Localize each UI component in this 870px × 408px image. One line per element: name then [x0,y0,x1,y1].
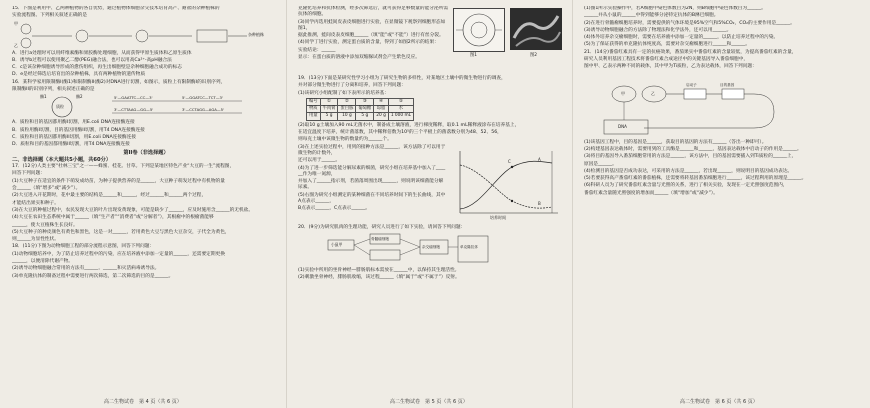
q19-medium-table [306,98,414,121]
q19-part-2-cont: 在适宜温度下培养，统计菌落数，其中稀释倍数为10⁵的三个平板上的菌落数分别为48、52、56， [298,130,502,136]
plasmid-label: 质粒 [56,104,64,110]
q17-part-5-cont: 则______为显性性状。 [12,237,59,243]
q19-part-3: (3)在上述实验过程中，用到的接种方法是______，该方法除了可以用于微生物的计数外， [298,144,446,156]
q17-part-5: (5)大豆种子的种皮颜色有黄色和黑色，这是一对______，若用黄色大豆与黑色大豆杂交，子代全为黄色， [12,229,230,235]
growth-curve-chart [450,147,562,223]
q19-part-5-cont: B点表示______，C点表示______。 [298,206,371,212]
table-cell: 20 g [374,113,389,120]
q21-part-6: (6)科研人员为了研究番茄红素含量与光照的关系，进行了相关实验，发现在一定光照强度范围内， [584,183,788,189]
q19-part-4-cont: 并加入了______指示剂，若菌落周围出现______，则说明该细菌能分解尿素。 [298,179,444,191]
table-header: ④ [374,98,389,105]
q20-part-6: (4)体外培养杂交瘤细胞时，需要在培养液中添加一定量的______，以防止培养过程中的污染。 [584,35,779,41]
table-cell: 5 g [320,113,338,120]
q19-stem-cont: 并对部分微生物进行了分离和培养，回答下列问题： [298,83,406,89]
q20-part-5: (3)诱导动物细胞融合的方法除了物理法和化学法外，还可以用______。 [584,27,732,33]
dna-label: DNA [618,123,627,129]
table-cell: 用量 [307,113,321,120]
q16-plasmid-diagram [12,94,280,120]
q18-part-3: (3)单克隆抗体的制备过程中需要进行两次筛选，第二次筛选的目的是______。 [12,273,174,279]
q17-part-4-cont: ______，使大豆植株生长良好。 [12,222,78,228]
table-header: ⑤ [388,98,413,105]
q19-part-5: (5)右图为研究小组测定的某种细菌在不同培养时间下的生长曲线，其中A点表示______， [298,192,446,205]
q19-part-2: (2)取10 g土壤加入90 mL无菌水中，制备成土壤溶液，进行梯度稀释，取0.1 mL稀释液涂布在培养基上， [298,122,520,128]
q16-option-d: D．质粒和目的基因都用酶II切割，用T4 DNA连接酶连接 [12,142,130,148]
q17-stem-cont: 回答下列问题： [12,171,45,177]
q21-part-4: (4)检测目的基因是否成功表达，可采用的方法是______，若出现______，则说明目的基因成功表达。 [584,168,793,174]
figure-2-caption: 图2 [530,53,538,58]
q16-option-b: B．质粒用酶I切割，目的基因用酶II切割，用T4 DNA连接酶连接 [12,127,145,133]
q18-part-1-cont: ______，以便清除代谢产物。 [12,259,73,265]
sequence-2-bottom: 3'—CCTAGG—AGA—5' [182,107,225,113]
box-hybridoma: 杂交瘤细胞 [422,244,440,249]
enzyme1-label: 酶1 [40,94,47,100]
q17-part-2-cont: 才能结出果实和种子。 [12,200,59,206]
box-myeloma: 骨髓瘤细胞 [371,236,389,241]
q15-stem: 15．下图是利用甲、乙两种植物的各自优势，通过植物体细胞杂交技术培育高产、耐盐的杂种植株的 [12,6,220,11]
page-5-text [298,6,566,394]
curve-b-label: B [538,200,541,206]
q17-part-1-cont: 会______（填“增多”或“减少”）。 [12,186,81,192]
q17-part-3: (3)在大豆的种植过程中，农民发现大豆的叶片出现发黄现象，可能是缺少了______，应及时施用含______的无机盐。 [12,207,254,213]
q18-part-4: (4)同学丁进行实验，测定蛋白质的含量，得到了如图2所示的结果： [298,40,439,46]
q19-part-1: (1)该研究小组配制了如下表所示的培养基： [298,90,390,96]
q17-stem: 17．(12分)人类主要“杜林三宝”之一——蜂蜜、桂花、甘草。下列是某地区特色产业“大豆的一生”流程图， [12,164,235,170]
q16-stem-cont: 限制酶II的识别序列，相关叙述正确的是 [12,87,95,93]
box-mouse: 小鼠甲 [331,241,343,247]
figure-2-micrograph [510,8,562,50]
point-d [511,199,513,201]
footer-page-5: 高二生物试卷 第 5 页（共 6 页） [390,399,468,405]
q18-part-3b-cont: 据此推测，蛙间皮表皮细胞______（填“能”或“不能”）进行有丝分裂。 [298,33,444,39]
promoter-label: 启动子 [686,82,697,87]
q19-stem: 19．(13分)下面是某研究性学习小组为了研究生物的多样性，对某地区土壤中的微生物进行的调查， [298,76,506,81]
q15-flow-diagram [12,21,280,51]
table-cell: 5 g [356,113,374,120]
page-4-text [12,6,280,394]
table-header: ② [338,98,356,105]
q20-part-3: (1)图1所示实验操作中，若A细胞中染色体数目为2N，则B细胞中染色体数目为______。 [584,6,766,11]
q21-part-3-cont: 原因是______。 [584,161,617,167]
q15-option-d: D．e是经过筛选后培育出的杂种植株，具有两种植物的遗传物质 [12,72,146,78]
table-cell: 琼脂 [374,106,389,113]
hybrid-plant-label: 杂种植株 [248,31,264,37]
carrier-a-label: 甲 [621,90,625,96]
q21-part-2: (2)构建基因表达载体时，需要用到的工具酶是______和______，基因表达载体中启动子的作用是______。 [584,146,802,152]
q18-note: 显示：在蛋白质的溶液中添加双缩脲试剂会产生紫色反应。 [298,55,420,61]
q21-stem: 21．(14分)番茄红素具有一定的抗癌效果，番茄果实中番茄红素的含量较低，为提高番茄红素的含量， [584,49,797,55]
q18-stem: 18．(11分)下图为动物细胞工程的部分流程示意图，回答下列问题： [12,244,155,250]
target-gene-label: 目的基因 [720,82,735,87]
q21-part-3: (3)将目的基因导入番茄细胞常用的方法是______，该方法中，目的基因需要插入到Ti质粒的______上， [584,154,797,160]
q18-part-1: (1)动物细胞培养中，为了防止培养过程中的污染，应在培养液中添加一定量的______，还需要定期更换 [12,251,225,257]
q20-part-7: (5)为了保证获得的单克隆抗体纯度高，需要对杂交瘤细胞进行______和______。 [584,42,751,48]
q21-part-5: (5)若要获得高产番茄红素的番茄植株，还需要将转基因番茄细胞进行______，该过程利用的原理是______。 [584,176,807,182]
table-header: 编号 [307,98,321,105]
q15-option-c: C．c是该杂种细胞诱导形成的愈伤组织，再生出细胞壁是杂种细胞融合成功的标志 [12,65,182,71]
page-divider [286,0,287,408]
carrier-b-label: 乙 [651,90,655,96]
q18-part-3b: (3)同学丙选用蛙间皮表皮细胞进行实验，在显微镜下观察到细胞形态如图1， [298,19,446,31]
q21-part-6-cont: 番茄红素含量随光照强度的增加而______（填“增加”或“减少”）。 [584,190,718,196]
q20-stem: 20．(9分)为研究肌肉的生理功能，研究人员进行了如下实验，请回答下列问题： [298,224,466,230]
plant-a-label: 甲 [14,20,18,26]
table-cell: 10 g [338,113,356,120]
q18-text-cont: 克隆化培养和抗体检测，经多次筛选后，就可获得足够数量的能分泌所需抗体的细胞。 [298,6,449,18]
q17-part-2: (2)大豆进入开花期时，花中最主要的结构是______和______，经过______和______两个过程， [12,193,207,199]
q21-stem-cont: 研究人员利用基因工程技术将番茄红素合成途径中的关键基因导入番茄细胞中， [584,57,749,63]
curve-a-label: A [538,156,541,162]
table-cell: 蛋白胨 [338,106,356,113]
q21-vector-diagram [584,72,858,140]
table-cell: 葡萄糖 [356,106,374,113]
q18-conclusion: 实验结论：______ [298,47,336,53]
table-cell: 物质 [307,106,321,113]
footer-page-6: 高二生物试卷 第 6 页（共 6 页） [680,399,758,405]
q16-stem: 16．某科学家用限制酶I(酶1)和限制酶II(酶2)对DNA进行切割，如图示，质粒上有限制酶I的识别序列， [12,79,226,85]
q16-option-c: C．质粒和目的基因都用酶II切割，用E.coli DNA连接酶连接 [12,134,137,140]
page-6-text [584,6,858,394]
point-c [511,165,513,167]
figure-1-caption: 图1 [470,53,478,58]
curve-c-label: C [508,158,511,164]
q20-part-3-cont: ______并从小鼠的______中得到能够分泌特定抗体的B淋巴细胞。 [584,13,719,19]
q20-part-1: (1)实验中所用的坐骨神经—腓肠肌标本需放在______中，以保持其生理活性。 [298,267,460,273]
table-cell: 1 000 mL [388,113,413,120]
table-cell: 水 [388,106,413,113]
q21-part-1: (1)该基因工程中，目的基因是______，获取目的基因的方法有______（答出一种即可）。 [584,139,767,145]
q19-part-4: (4)为了进一步筛选能分解尿素的细菌，研究小组在培养基中加入了______作为唯一氮源， [298,165,446,177]
figure-1-cells [453,8,505,52]
plant-b-label: 乙 [14,42,18,48]
section-heading: 二、非选择题（本大题共5小题，共60分） [12,156,112,163]
q16-option-a: A．质粒和目的基因都用酶I切割，用E.coli DNA连接酶连接 [12,120,135,126]
q17-part-4: (4)大豆在农田生态系统中属于______（填“生产者”“消费者”或“分解者”），其根瘤中的根瘤菌能够 [12,215,214,221]
table-header: ③ [356,98,374,105]
box-antibody: 单克隆抗体 [460,244,478,249]
enzyme2-label: 酶2 [76,94,83,100]
page-divider [572,0,573,408]
q15-option-b: B．诱导b过程可以使用聚乙二醇(PEG)融合法，也可以用高Ca²⁺-高pH融合法 [12,57,172,63]
q19-part-3-cont: 还可以用于______。 [298,158,341,164]
q19-part-2-cont: 则每克土壤中该微生物的数量约为______个。 [298,137,392,143]
q15-stem-cont: 实验流程图。下列相关叙述正确的是 [12,13,88,19]
sequence-2-top: 5'—GGATCC—TCT—3' [182,95,223,101]
q15-option-a: A．进行a处理时可以用纤维素酶和果胶酶处理细胞，从而获得甲原生质体和乙原生质体 [12,50,192,56]
x-axis-label: 培养时间 [490,214,506,220]
q18-part-2: (2)诱导动物细胞融合常用的方法有______、______和灭活病毒诱导法。 [12,266,160,272]
q20-part-4: (2)在进行骨髓瘤细胞培养时，需要提供的气体环境是95%空气和5%CO₂，CO₂的主要作用是______。 [584,20,795,26]
table-cell: 牛肉膏 [320,106,338,113]
q21-stem-cont: 图中甲、乙表示两种不同的载体，其中甲为Ti质粒，乙为表达载体，回答下列问题： [584,64,757,70]
q20-flow-diagram [298,232,566,268]
table-header: ① [320,98,338,105]
footer-page-4: 高二生物试卷 第 4 页（共 6 页） [104,399,182,405]
sequence-1-bottom: 3'—CTTAAG—GG—5' [114,107,154,113]
part2-heading: 第II卷（非选择题） [123,149,169,156]
q20-part-2: (2)刺激坐骨神经，腓肠肌收缩，该过程______（填“属于”或“不属于”）反射。 [298,275,460,281]
sequence-1-top: 5'—GAATTC—CC—3' [114,95,153,101]
q17-part-1: (1)大豆种子在适宜的条件下萌发成幼苗，为种子提供营养的是______，大豆种子萌发过程中有机物的量 [12,178,225,184]
